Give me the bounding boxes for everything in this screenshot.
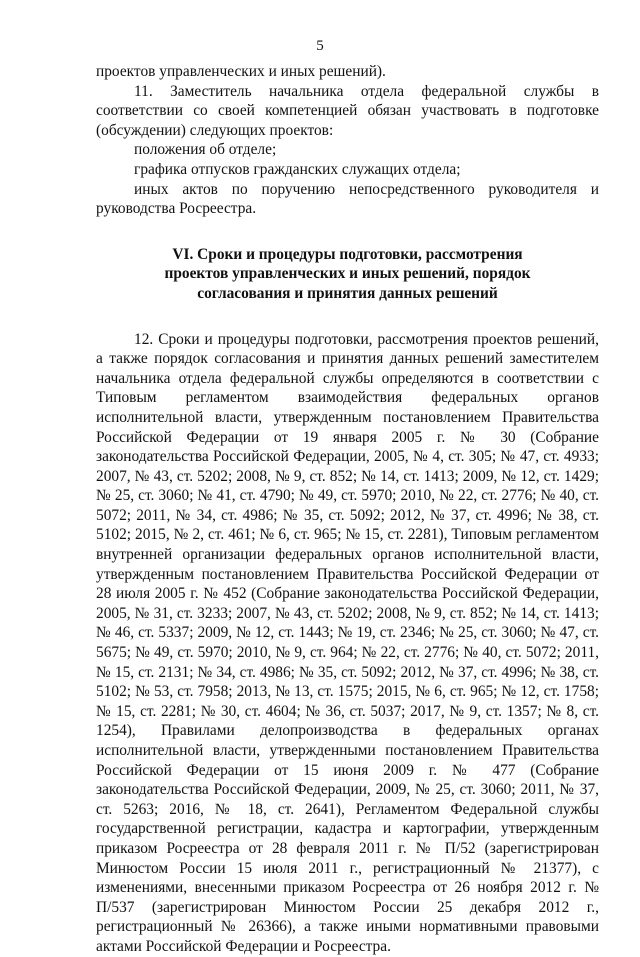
paragraph-12: 12. Сроки и процедуры подготовки, рассмотрения проектов решений, а также порядок согласования и принятия данных решений заместителем начальника отдела федеральной службы определяются в соответствии с Типовым регламентом взаимодействия федеральных органов исполнительной власти, утвержденным постановлением Правительства Российской Федерации от 19 января 2005 г. № 30 (Собрание законодательства Российской Федерации, 2005, № 4, ст. 305; № 47, ст. 4933; 2007, № 43, ст. 5202; 2008, № 9, ст. 852; № 14, ст. 1413; 2009, № 12, ст. 1429; № 25, ст. 3060; № 41, ст. 4790; № 49, ст. 5970; 2010, № 22, ст. 2776; № 40, ст. 5072; 2011, № 34, ст. 4986; № 35, ст. 5092; 2012, № 37, ст. 4996; № 38, ст. 5102; 2015, № 2, ст. 461; № 6, ст. 965; № 15, ст. 2281), Типовым регламентом внутренней организации федеральных органов исполнительной власти, утвержденным постановлением Правительства Российской Федерации от 28 июля 2005 г. № 452 (Собрание законодательства Российской Федерации, 2005, № 31, ст. 3233; 2007, № 43, ст. 5202; 2008, № 9, ст. 852; № 14, ст. 1413; № 46, ст. 5337; 2009, № 12, ст. 1443; № 19, ст. 2346; № 25, ст. 3060; № 47, ст. 5675; № 49, ст. 5970; 2010, № 9, ст. 964; № 22, ст. 2776; № 40, ст. 5072; 2011, № 15, ст. 2131; № 34, ст. 4986; № 35, ст. 5092; 2012, № 37, ст. 4996; № 38, ст. 5102; № 53, ст. 7958; 2013, № 13, ст. 1575; 2015, № 6, ст. 965; № 12, ст. 1758; № 15, ст. 2281; № 30, ст. 4604; № 36, ст. 5037; 2017, № 9, ст. 1357; № 8, ст. 1254), Правилами делопроизводства в федеральных органах исполнительной власти, утвержденными постановлением Правительства Российской Федерации от 15 июня 2009 г. № 477 (Собрание законодательства Российской Федерации, 2009, № 25, ст. 3060; 2011, № 37, ст. 5263; 2016, № 18, ст. 2641), Регламентом Федеральной службы государственной регистрации, кадастра и картографии, утвержденным приказом Росреестра от 28 февраля 2011 г. № П/52 (зарегистрирован Минюстом России 15 июля 2011 г., регистрационный № 21377), с изменениями, внесенными приказом Росреестра от 26 ноября 2012 г. № П/537 (зарегистрирован Минюстом России 25 декабря 2012 г., регистрационный № 26366), а также иными нормативными правовыми актами Российской Федерации и Росреестра.	[96, 330, 599, 955]
section-heading-line: согласования и принятия данных решений	[197, 284, 498, 302]
paragraph-11: 11. Заместитель начальника отдела федеральной службы в соответствии со своей компетенцией обязан участвовать в подготовке (обсуждении) следующих проектов:	[96, 82, 599, 139]
list-item: иных актов по поручению непосредственного руководителя и руководства Росреестра.	[96, 180, 599, 218]
section-heading	[96, 245, 599, 304]
section-heading-line: проектов управленческих и иных решений, порядок	[164, 265, 531, 283]
intro-line: проектов управленческих и иных решений).	[96, 63, 386, 80]
list-item: положения об отделе;	[134, 141, 277, 159]
list-item: графика отпусков гражданских служащих отдела;	[134, 160, 461, 178]
document-body	[96, 62, 599, 957]
page-number: 5	[316, 38, 324, 54]
section-heading-line: VI. Сроки и процедуры подготовки, рассмотрения	[172, 245, 523, 263]
